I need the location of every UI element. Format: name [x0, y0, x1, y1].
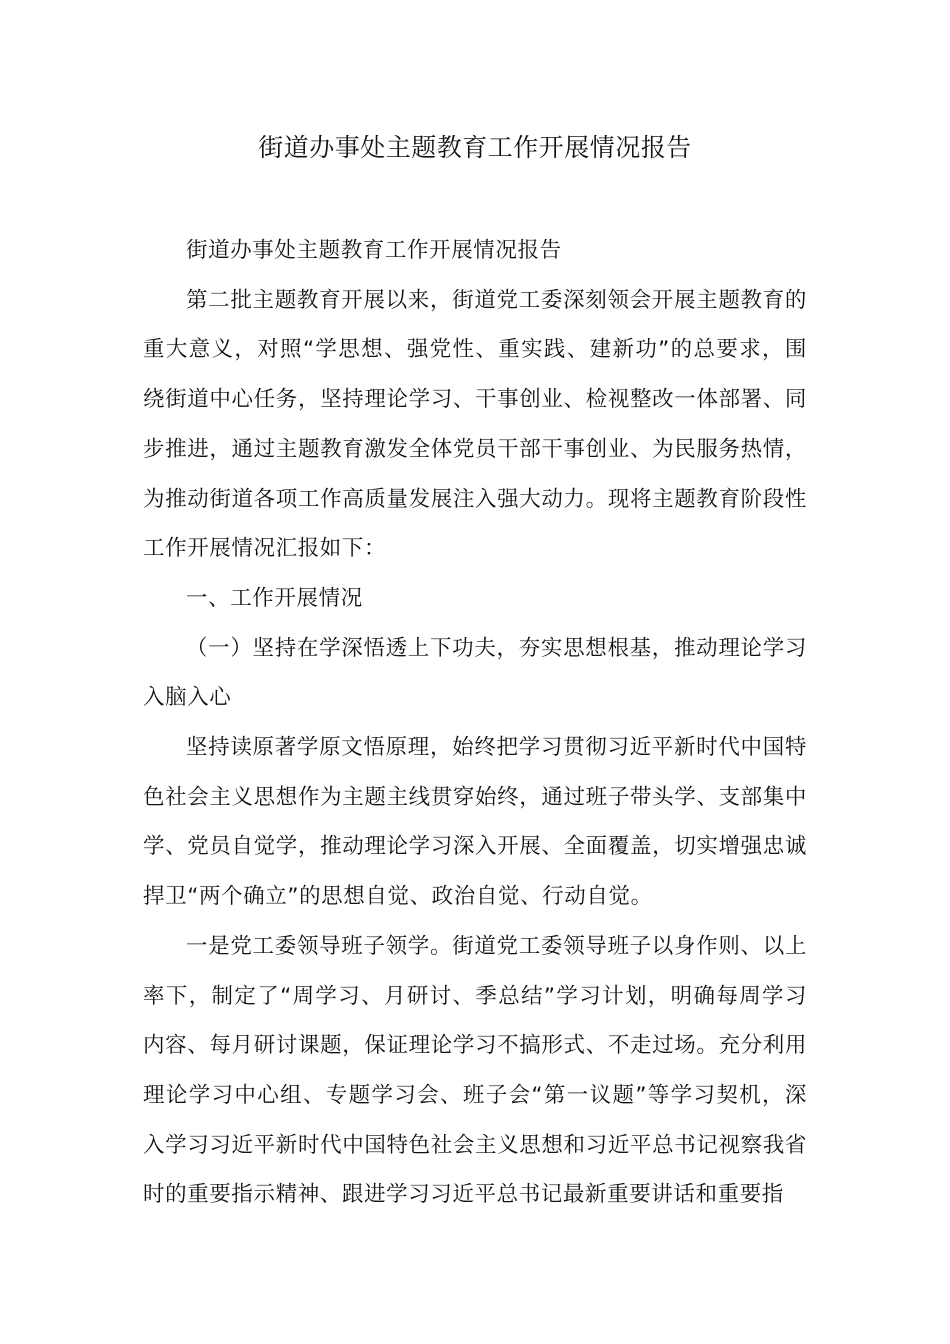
paragraph-leadership: 一是党工委领导班子领学。街道党工委领导班子以身作则、以上率下，制定了“周学习、月研讨、季总结”学习计划，明确每周学习内容、每月研讨课题，保证理论学习不搞形式、不走过场。充分利用理论学习中心组、专题学习会、班子会“第一议题”等学习契机，深入学习习近平新时代中国特色社会主义思想和习近平总书记视察我省时的重要指示精神、跟进学习习近平总书记最新重要讲话和重要指 [143, 933, 807, 1208]
document-body [143, 226, 807, 1220]
document-title: 街道办事处主题教育工作开展情况报告 [258, 133, 692, 162]
paragraph-subtitle: 街道办事处主题教育工作开展情况报告 [186, 238, 562, 263]
paragraph-intro: 第二批主题教育开展以来，街道党工委深刻领会开展主题教育的重大意义，对照“学思想、强党性、重实践、建新功”的总要求，围绕街道中心任务，坚持理论学习、干事创业、检视整改一体部署、同步推进，通过主题教育激发全体党员干部干事创业、为民服务热情，为推动街道各项工作高质量发展注入强大动力。现将主题教育阶段性工作开展情况汇报如下： [143, 287, 807, 562]
paragraph-study: 坚持读原著学原文悟原理，始终把学习贯彻习近平新时代中国特色社会主义思想作为主题主线贯穿始终，通过班子带头学、支部集中学、党员自觉学，推动理论学习深入开展、全面覆盖，切实增强忠诚捍卫“两个确立”的思想自觉、政治自觉、行动自觉。 [143, 735, 807, 910]
section-heading: 一、工作开展情况 [186, 585, 363, 611]
subsection-heading: （一）坚持在学深悟透上下功夫，夯实思想根基，推动理论学习入脑入心 [143, 635, 807, 711]
